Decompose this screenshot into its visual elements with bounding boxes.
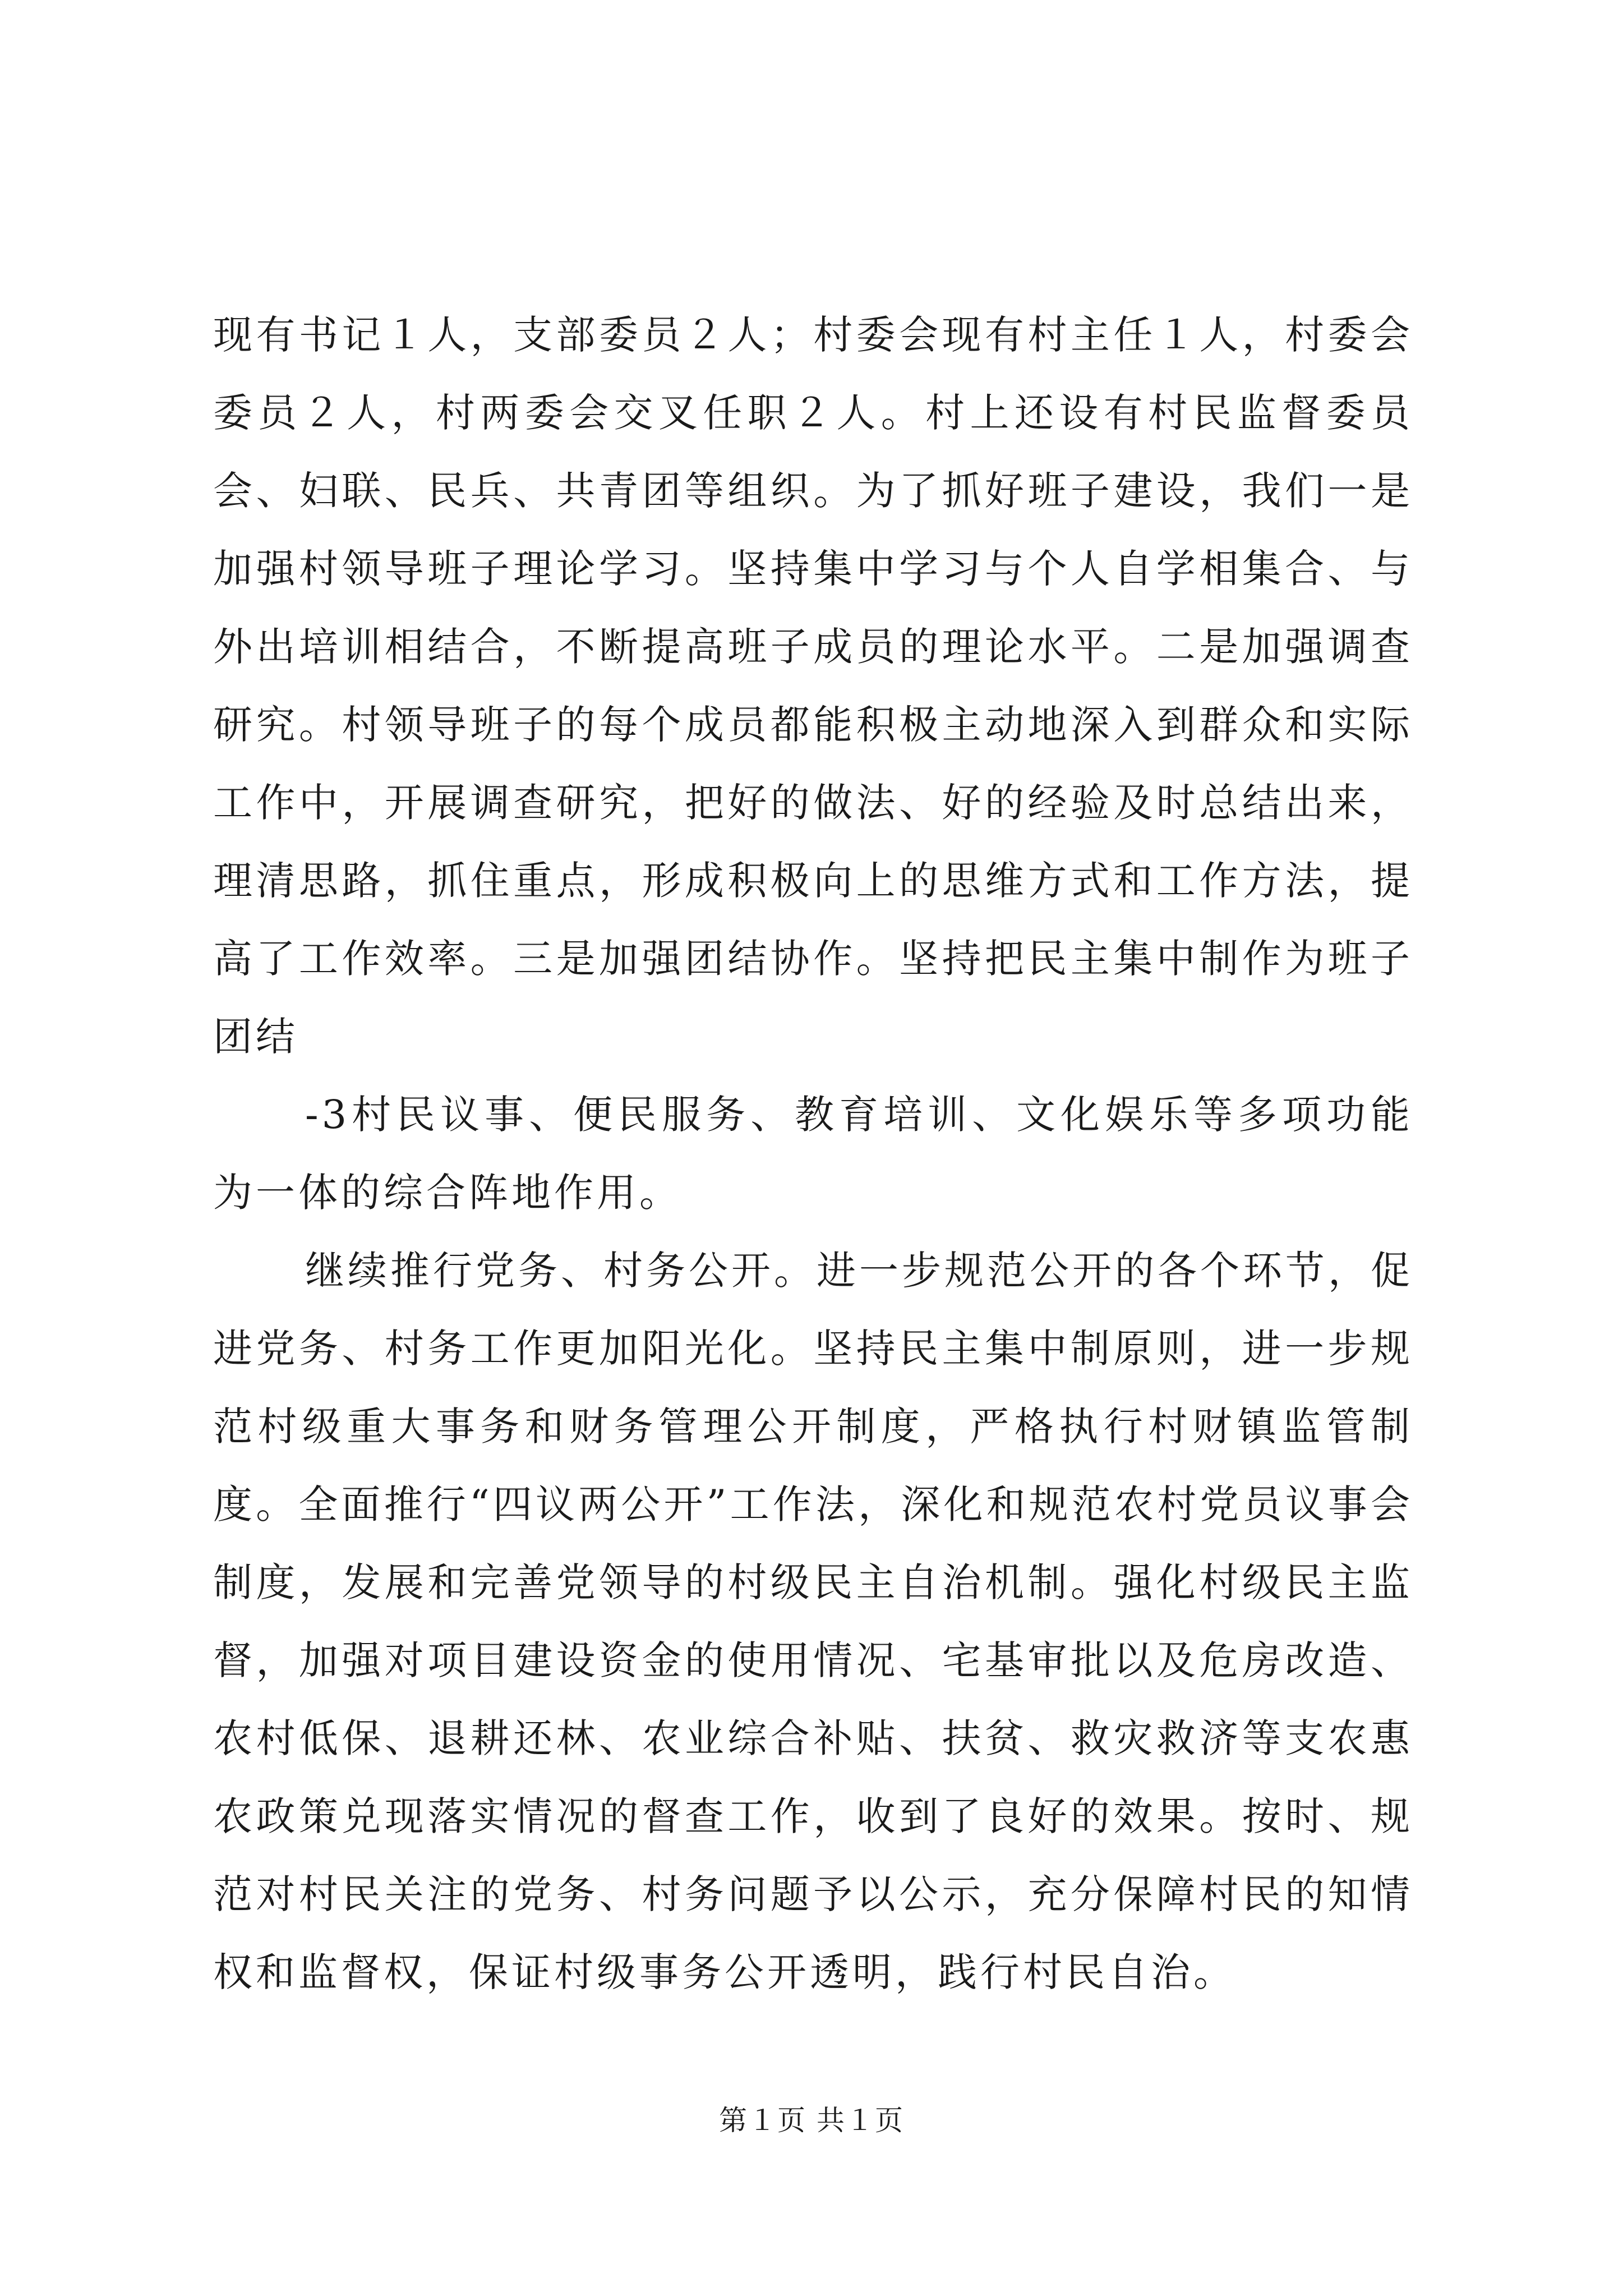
page-footer: 第１页 共１页 bbox=[719, 2104, 904, 2137]
paragraph-3: 继续推行党务、村务公开。进一步规范公开的各个环节，促进党务、村务工作更加阳光化。坚持民主集中制原则，进一步规范村级重大事务和财务管理公开制度，严格执行村财镇监管制度。全面推行“四议两公开”工作法，深化和规范农村党员议事会制度，发展和完善党领导的村级民主自治机制。强化村级民主监督，加强对项目建设资金的使用情况、宅基审批以及危房改造、农村低保、退耕还林、农业综合补贴、扶贫、救灾救济等支农惠农政策兑现落实情况的督查工作，收到了良好的效果。按时、规范对村民关注的党务、村务问题予以公示，充分保障村民的知情权和监督权，保证村级事务公开透明，践行村民自治。 bbox=[213, 1248, 1413, 1995]
document-body bbox=[213, 296, 1413, 2012]
paragraph-1: 现有书记１人，支部委员２人；村委会现有村主任１人，村委会委员２人，村两委会交叉任职２人。村上还设有村民监督委员会、妇联、民兵、共青团等组织。为了抓好班子建设，我们一是加强村领导班子理论学习。坚持集中学习与个人自学相集合、与外出培训相结合，不断提高班子成员的理论水平。二是加强调查研究。村领导班子的每个成员都能积极主动地深入到群众和实际工作中，开展调查研究，把好的做法、好的经验及时总结出来，理清思路，抓住重点，形成积极向上的思维方式和工作方法，提高了工作效率。三是加强团结协作。坚持把民主集中制作为班子团结 bbox=[213, 312, 1413, 1060]
paragraph-2: -3村民议事、便民服务、教育培训、文化娱乐等多项功能为一体的综合阵地作用。 bbox=[213, 1092, 1413, 1216]
